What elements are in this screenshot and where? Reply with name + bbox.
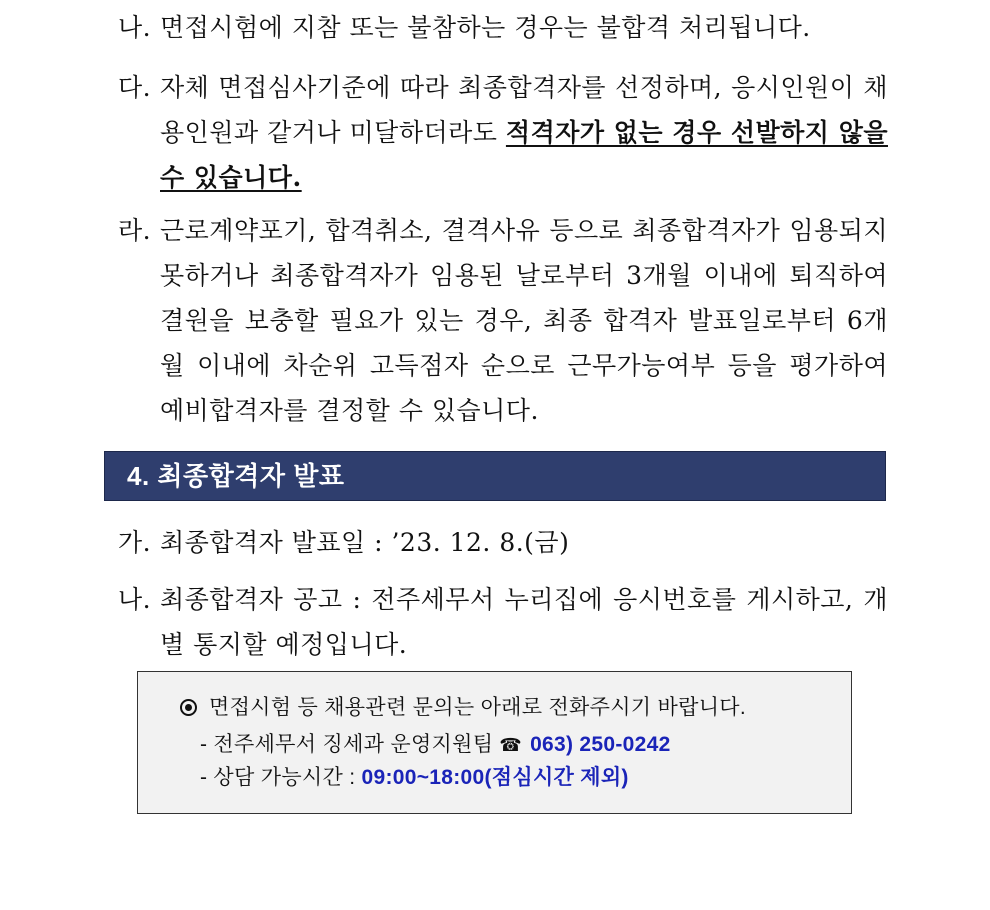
item-announcement-date xyxy=(118,520,888,565)
contact-hours-label: - 상담 가능시간 : xyxy=(200,766,356,789)
contact-info-box xyxy=(137,671,852,814)
section-title: 4. 최종합격자 발표 xyxy=(127,461,345,491)
item-text: 면접시험에 지참 또는 불참하는 경우는 불합격 처리됩니다. xyxy=(160,13,811,42)
telephone-icon: ☎ xyxy=(499,735,523,755)
radio-bullet-icon xyxy=(180,699,197,716)
item-text: 최종합격자 공고 : 전주세무서 누리집에 응시번호를 게시하고, 개별 통지할 예정입니다. xyxy=(160,585,888,659)
item-emphasis-text: 적격자가 없는 경우 선발하지 않을 수 있습니다. xyxy=(160,118,888,192)
contact-phone-line xyxy=(200,730,671,760)
item-selection-criteria xyxy=(118,65,888,200)
contact-hours-value: 09:00~18:00(점심시간 제외) xyxy=(361,766,629,789)
item-announcement-notice xyxy=(118,577,888,667)
item-marker: 다. xyxy=(118,73,152,102)
item-text: 최종합격자 발표일 : ’23. 12. 8.(금) xyxy=(160,528,570,557)
contact-phone-number: 063) 250-0242 xyxy=(530,733,671,756)
item-marker: 나. xyxy=(118,585,152,614)
contact-intro-text: 면접시험 등 채용관련 문의는 아래로 전화주시기 바랍니다. xyxy=(209,696,747,719)
item-marker: 라. xyxy=(118,216,152,245)
contact-department: - 전주세무서 징세과 운영지원팀 xyxy=(200,733,494,756)
item-text xyxy=(160,65,888,200)
item-text: 근로계약포기, 합격취소, 결격사유 등으로 최종합격자가 임용되지 못하거나 최종합격자가 임용된 날로부터 3개월 이내에 퇴직하여 결원을 보충할 필요가 있는 경우, 최종 합격자 발표일로부터 6개월 이내에 차순위 고득점자 순으로 근무가능여부 등을 평가하여 예비합격자를 결정할 수 있습니다. xyxy=(160,216,888,425)
contact-hours-line xyxy=(200,763,629,793)
contact-intro-line xyxy=(180,693,746,723)
item-reserve-candidates xyxy=(118,208,888,433)
item-absence-failure xyxy=(118,5,888,50)
item-body-text: 자체 면접심사기준에 따라 최종합격자를 선정하며, 응시인원이 채용인원과 같거나 미달하더라도 xyxy=(160,73,888,147)
item-marker: 나. xyxy=(118,13,152,42)
item-marker: 가. xyxy=(118,528,152,557)
section-header xyxy=(104,451,886,501)
